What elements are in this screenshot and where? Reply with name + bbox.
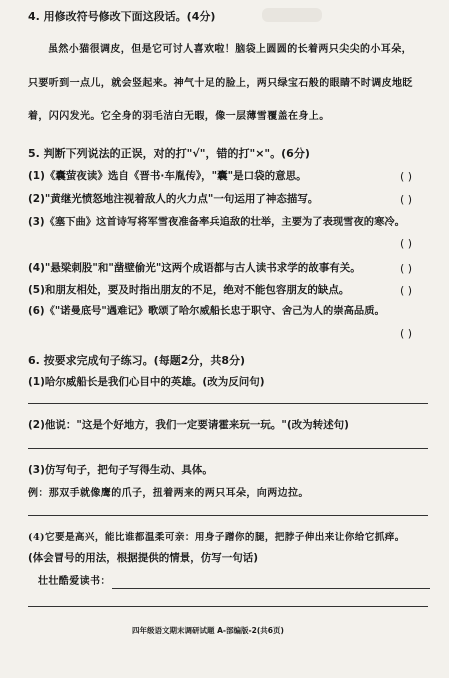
q6-sentence-1: (1)哈尔威船长是我们心目中的英雄。(改为反问句) bbox=[28, 376, 265, 388]
q5-answer-6[interactable]: ( ) bbox=[400, 327, 413, 340]
q5-item-4: (4)"悬梁刺股"和"凿壁偷光"这两个成语都与古人读书求学的故事有关。 bbox=[28, 262, 361, 274]
q5-item-1: (1)《囊萤夜读》选自《晋书·车胤传》，"囊"是口袋的意思。 bbox=[28, 170, 307, 182]
q5-answer-1[interactable]: ( ) bbox=[400, 170, 413, 183]
q6-sentence-3: (3)仿写句子，把句子写得生动、具体。 bbox=[28, 464, 213, 476]
q6-sentence-4-prompt: 壮壮酷爱读书： bbox=[38, 576, 111, 587]
faded-stamp bbox=[262, 8, 322, 22]
q5-answer-3[interactable]: ( ) bbox=[400, 237, 413, 250]
q4-line-2: 只要听到一点儿，就会竖起来。神气十足的脸上，两只绿宝石般的眼睛不时调皮地眨 bbox=[28, 78, 413, 89]
q5-item-3: (3)《塞下曲》这首诗写将军雪夜准备率兵追敌的壮举，主要为了表现雪夜的寒冷。 bbox=[28, 216, 405, 228]
q6-sentence-4: (4)它要是高兴，能比谁都温柔可亲：用身子蹭你的腿，把脖子伸出来让你给它抓痒。 bbox=[28, 532, 405, 543]
q5-answer-4[interactable]: ( ) bbox=[400, 262, 413, 275]
q6-title: 6. 按要求完成句子练习。(每题2分，共8分) bbox=[28, 354, 246, 367]
q5-title: 5. 判断下列说法的正误，对的打"√"，错的打"×"。(6分) bbox=[28, 147, 310, 160]
q6-answer-line-2[interactable] bbox=[28, 448, 428, 449]
q6-answer-line-1[interactable] bbox=[28, 403, 428, 404]
q4-title: 4. 用修改符号修改下面这段话。(4分) bbox=[28, 10, 216, 23]
page-footer: 四年级语文期末调研试题 A-部编版-2(共6页) bbox=[132, 626, 284, 635]
q5-item-6: (6)《"诺曼底号"遇难记》歌颂了哈尔威船长忠于职守、舍己为人的崇高品质。 bbox=[28, 305, 385, 317]
q6-answer-line-4a[interactable] bbox=[112, 588, 430, 589]
q6-sentence-2: (2)他说："这是个好地方，我们一定要请霍来玩一玩。"(改为转述句) bbox=[28, 419, 349, 431]
q5-item-5: (5)和朋友相处，要及时指出朋友的不足，绝对不能包容朋友的缺点。 bbox=[28, 284, 350, 296]
q5-item-2: (2)"黄继光愤怒地注视着敌人的火力点"一句运用了神态描写。 bbox=[28, 193, 319, 205]
q4-line-3: 着，闪闪发光。它全身的羽毛洁白无暇，像一层薄雪覆盖在身上。 bbox=[28, 111, 330, 122]
q4-line-1: 虽然小猫很调皮，但是它可讨人喜欢啦！脑袋上圆圆的长着两只尖尖的小耳朵， bbox=[48, 44, 412, 55]
q6-answer-line-4b[interactable] bbox=[28, 606, 428, 607]
q5-answer-5[interactable]: ( ) bbox=[400, 284, 413, 297]
q6-answer-line-3[interactable] bbox=[28, 515, 428, 516]
q6-sentence-3-example: 例：那双手就像鹰的爪子，扭着两来的两只耳朵，向两边拉。 bbox=[28, 488, 309, 499]
q6-sentence-4-instruction: (体会冒号的用法，根据提供的情景，仿写一句话) bbox=[28, 552, 259, 564]
q5-answer-2[interactable]: ( ) bbox=[400, 193, 413, 206]
